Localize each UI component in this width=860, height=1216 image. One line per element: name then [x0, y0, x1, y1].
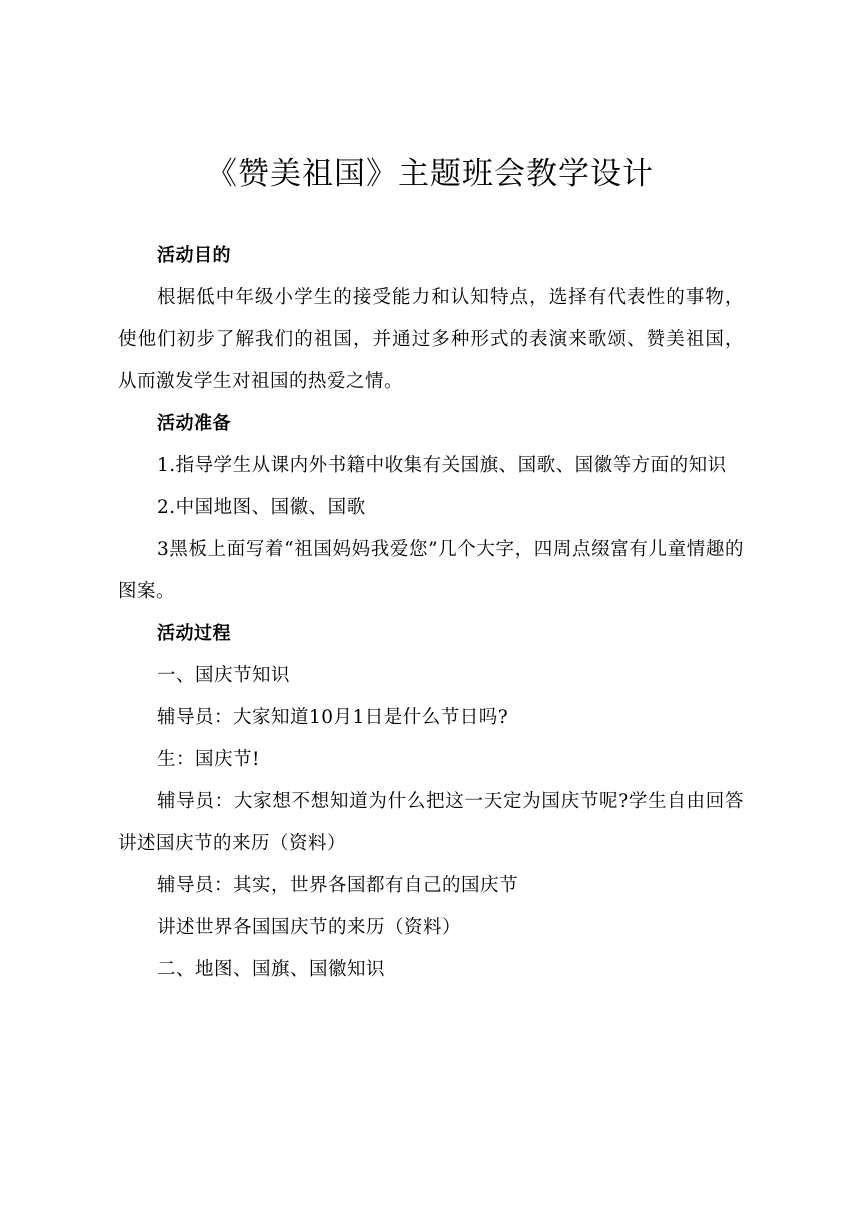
paragraph-process-5: 辅导员：其实，世界各国都有自己的国庆节 — [157, 875, 519, 896]
document-body — [118, 235, 744, 991]
paragraph-process-4: 辅导员：大家想不想知道为什么把这一天定为国庆节呢?学生自由回答讲述国庆节的来历（资料） — [118, 791, 744, 854]
paragraph-process-2: 辅导员：大家知道10月1日是什么节日吗? — [157, 707, 509, 728]
section-heading-preparation: 活动准备 — [157, 413, 231, 434]
paragraph-prep-2: 2.中国地图、国徽、国歌 — [157, 497, 366, 518]
paragraph-process-6: 讲述世界各国国庆节的来历（资料） — [157, 917, 462, 938]
section-heading-process: 活动过程 — [157, 623, 231, 644]
document-title: 《赞美祖国》主题班会教学设计 — [206, 156, 654, 192]
paragraph-prep-1: 1.指导学生从课内外书籍中收集有关国旗、国歌、国徽等方面的知识 — [157, 455, 727, 476]
paragraph-process-1: 一、国庆节知识 — [157, 665, 291, 686]
paragraph-purpose: 根据低中年级小学生的接受能力和认知特点，选择有代表性的事物，使他们初步了解我们的祖国，并通过多种形式的表演来歌颂、赞美祖国，从而激发学生对祖国的热爱之情。 — [118, 287, 744, 392]
paragraph-process-7: 二、地图、国旗、国徽知识 — [157, 959, 386, 980]
paragraph-prep-3: 3黑板上面写着“祖国妈妈我爱您”几个大字，四周点缀富有儿童情趣的图案。 — [118, 539, 744, 602]
paragraph-process-3: 生：国庆节! — [157, 749, 260, 770]
section-heading-purpose: 活动目的 — [157, 245, 231, 266]
